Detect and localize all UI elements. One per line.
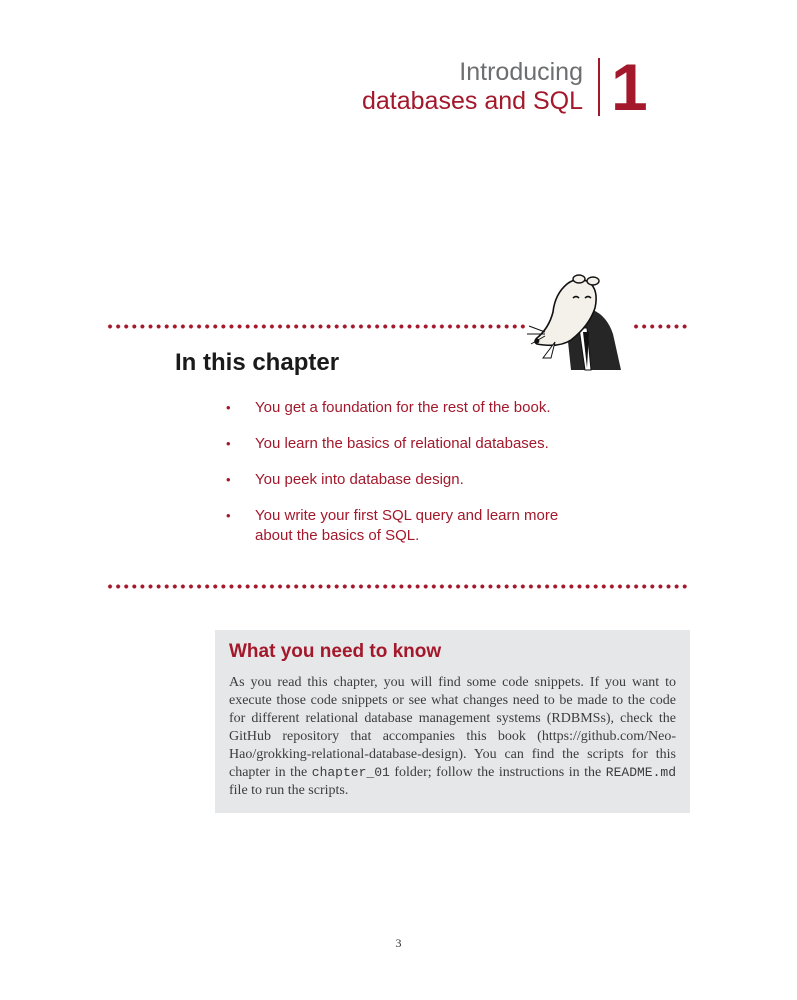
list-item-text: You write your first SQL query and learn more about the basics of SQL. [255,507,559,544]
sidebar-title: What you need to know [229,641,442,662]
folder-code: chapter_01 [311,765,390,780]
what-you-need-to-know-box [215,630,690,813]
list-item-text: You learn the basics of relational databases. [255,435,549,452]
chapter-title-line1: Introducing [459,58,583,86]
bullet-icon: • [226,400,231,415]
bullet-icon: • [226,472,231,487]
readme-code: README.md [605,765,677,780]
section-title: In this chapter [175,349,340,376]
chapter-topics-list [226,398,586,562]
bullet-icon: • [226,508,231,523]
list-item [226,470,586,490]
chapter-title-line2: databases and SQL [362,87,583,115]
dotted-rule-top-right [632,324,690,329]
list-item [226,506,586,546]
sidebar-body [229,674,676,800]
chapter-number: 1 [611,50,648,124]
page-number: 3 [395,936,402,950]
chapter-divider [598,58,600,116]
sidebar-text-1: As you read this chapter, you will find some code snippets. If you want to execute those code snippets or see what changes need to be made to the code for different relational database management systems (RDBMSs), check the GitHub repository that accompanies this book (https://github.com/Neo-Hao/grokking-relational-database-design). You can find the scripts for this chapter in the [229,675,676,780]
rat-mascot-icon [527,268,623,372]
list-item [226,434,586,454]
list-item [226,398,586,418]
sidebar-text-2: folder; follow the instructions in the [389,765,606,780]
bullet-icon: • [226,436,231,451]
chapter-heading [300,58,583,116]
dotted-rule-bottom [106,584,690,589]
dotted-rule-top-left [106,324,528,329]
list-item-text: You peek into database design. [255,471,464,488]
sidebar-text-3: file to run the scripts. [229,783,349,798]
list-item-text: You get a foundation for the rest of the book. [255,399,551,416]
